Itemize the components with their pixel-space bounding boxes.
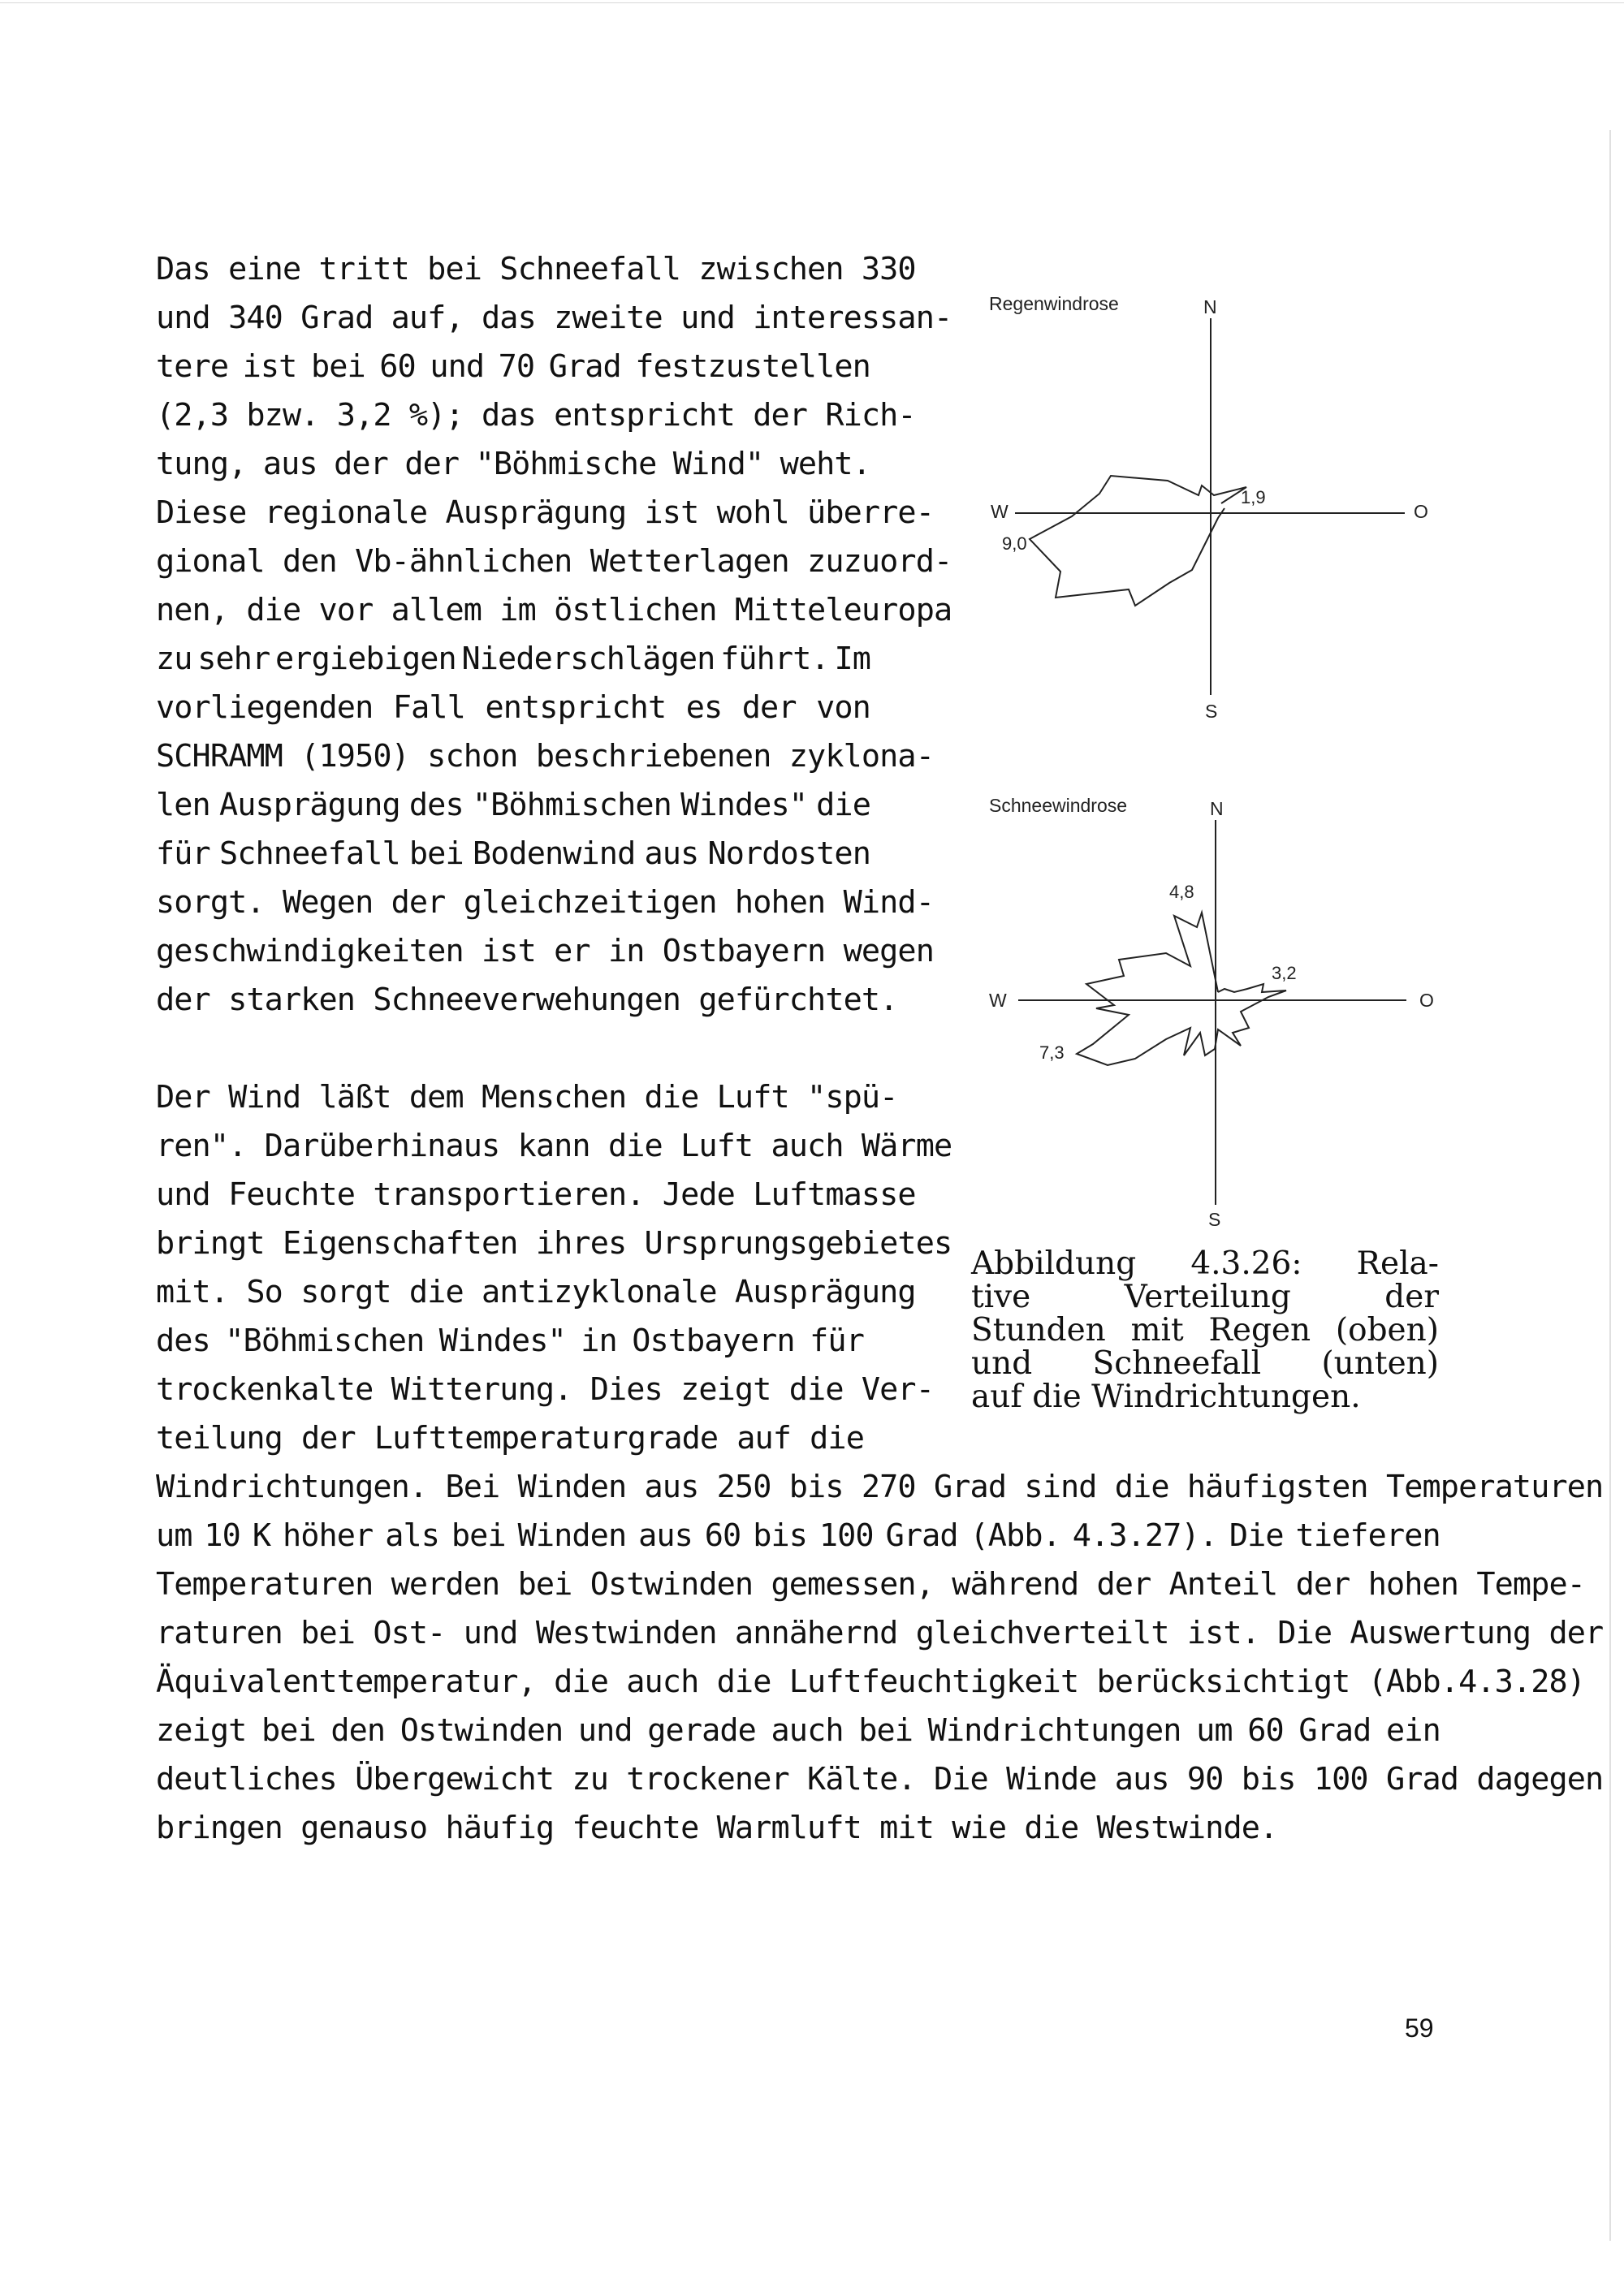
- word: zu: [156, 641, 192, 677]
- caption-line: [971, 1314, 1439, 1347]
- rain-rose-east-label: O: [1414, 501, 1428, 522]
- text-line: Windrichtungen. Bei Winden aus 250 bis 270 Grad sind die häufigsten Temperaturen: [156, 1469, 1604, 1505]
- rain-rose-south-label: S: [1205, 701, 1218, 722]
- word: Verteilung: [1124, 1279, 1291, 1315]
- word: der: [334, 446, 388, 482]
- word: 100: [818, 1517, 874, 1554]
- word: des: [408, 787, 464, 823]
- word: es: [685, 689, 723, 726]
- word: Winden: [517, 1517, 627, 1554]
- rain-wind-rose: [989, 293, 1428, 722]
- caption-line: [971, 1347, 1439, 1380]
- word: teilung: [156, 1420, 283, 1457]
- rain-rose-label-max: 9,0: [1002, 533, 1027, 554]
- word: Die: [1229, 1517, 1284, 1554]
- word: zeigt: [156, 1712, 247, 1749]
- word: Rela-: [1356, 1245, 1439, 1282]
- word: tieferen: [1295, 1517, 1440, 1554]
- text-line: und 340 Grad auf, das zweite und interessan-: [156, 300, 952, 336]
- word: "Böhmischen: [472, 787, 672, 823]
- word: weht.: [780, 446, 870, 482]
- caption-line: [971, 1247, 1439, 1280]
- text-line: Das eine tritt bei Schneefall zwischen 330: [156, 251, 916, 287]
- text-line: bringt Eigenschaften ihres Ursprungsgebietes: [156, 1225, 952, 1262]
- word: und: [430, 348, 485, 385]
- word: Regen: [1208, 1312, 1311, 1349]
- snow-rose-north-label: N: [1210, 798, 1224, 819]
- word: und: [577, 1712, 633, 1749]
- word: (unten): [1321, 1345, 1439, 1382]
- page-number: 59: [1405, 2013, 1434, 2043]
- snow-rose-title: Schneewindrose: [989, 795, 1128, 816]
- word: ist: [242, 348, 297, 385]
- word: Grad: [548, 348, 621, 385]
- rain-rose-north-label: N: [1203, 296, 1217, 317]
- text-line: gional den Vb-ähnlichen Wetterlagen zuzuord-: [156, 543, 952, 580]
- word: der: [404, 446, 460, 482]
- word: den: [330, 1712, 386, 1749]
- word: len: [156, 787, 210, 823]
- snow-rose-south-label: S: [1208, 1209, 1221, 1230]
- word: führt.: [720, 641, 829, 677]
- word: Ostbayern: [632, 1323, 795, 1359]
- text-line: geschwindigkeiten ist er in Ostbayern wegen: [156, 933, 934, 969]
- word: bei: [310, 348, 365, 385]
- word: für: [156, 835, 210, 872]
- text-line: trockenkalte Witterung. Dies zeigt die Ver-: [156, 1371, 934, 1408]
- word: Ausprägung: [218, 787, 400, 823]
- word: 70: [498, 348, 535, 385]
- word: ergiebigen: [275, 641, 456, 677]
- snow-rose-east-label: O: [1419, 990, 1434, 1011]
- word: auf: [736, 1420, 792, 1457]
- text-line: und Feuchte transportieren. Jede Luftmasse: [156, 1176, 916, 1213]
- text-line: deutliches Übergewicht zu trockener Kälte. Die Winde aus 90 bis 100 Grad dagegen: [156, 1761, 1604, 1798]
- word: als: [385, 1517, 440, 1554]
- snow-wind-rose: [989, 795, 1434, 1230]
- word: (oben): [1335, 1312, 1439, 1349]
- text-line: (2,3 bzw. 3,2 %); das entspricht der Rich-: [156, 397, 916, 434]
- word: sehr: [197, 641, 270, 677]
- word: bei: [261, 1712, 316, 1749]
- snow-rose-label-ne: 3,2: [1272, 963, 1297, 983]
- word: bis: [753, 1517, 808, 1554]
- word: Windes": [680, 787, 808, 823]
- word: auch: [771, 1712, 844, 1749]
- word: 4.3.26:: [1190, 1245, 1302, 1282]
- text-line: nen, die vor allem im östlichen Mitteleuropa: [156, 592, 952, 628]
- word: von: [816, 689, 870, 726]
- word: der: [741, 689, 797, 726]
- rain-rose-polygon: [1030, 476, 1246, 606]
- rain-rose-west-label: W: [991, 501, 1009, 522]
- word: tung,: [156, 446, 247, 482]
- word: Fall: [392, 689, 465, 726]
- text-line: Diese regionale Ausprägung ist wohl überre-: [156, 494, 934, 531]
- word: 60: [1247, 1712, 1284, 1749]
- text-line: [156, 1707, 1440, 1755]
- text-line: [156, 1414, 864, 1463]
- word: aus: [644, 835, 699, 872]
- word: und: [971, 1345, 1033, 1382]
- word: die: [810, 1420, 864, 1457]
- word: (Abb.: [970, 1517, 1060, 1554]
- word: Abbildung: [971, 1245, 1137, 1282]
- word: Nordosten: [707, 835, 870, 872]
- rain-rose-label-small: 1,9: [1241, 487, 1266, 507]
- word: tere: [156, 348, 229, 385]
- word: 4.3.27).: [1072, 1517, 1218, 1554]
- word: bei: [451, 1517, 506, 1554]
- word: höher: [282, 1517, 374, 1554]
- word: bei: [408, 835, 464, 872]
- word: entspricht: [485, 689, 667, 726]
- text-line: SCHRAMM (1950) schon beschriebenen zyklona-: [156, 738, 934, 775]
- word: um: [1196, 1712, 1233, 1749]
- word: Ostwinden: [400, 1712, 564, 1749]
- word: "Böhmische: [475, 446, 657, 482]
- word: der: [1384, 1279, 1439, 1315]
- snow-rose-polygon: [1077, 913, 1286, 1065]
- word: mit: [1130, 1312, 1184, 1349]
- figure-caption: [971, 1247, 1439, 1413]
- word: Lufttemperaturgrade: [374, 1420, 719, 1457]
- word: festzustellen: [635, 348, 870, 385]
- word: Grad: [885, 1517, 958, 1554]
- word: des: [156, 1323, 210, 1359]
- word: bei: [858, 1712, 914, 1749]
- text-line: sorgt. Wegen der gleichzeitigen hohen Wind-: [156, 884, 934, 921]
- word: aus: [262, 446, 317, 482]
- word: in: [581, 1323, 617, 1359]
- word: Grad: [1298, 1712, 1371, 1749]
- caption-line: auf die Windrichtungen.: [971, 1379, 1361, 1415]
- text-line: mit. So sorgt die antizyklonale Ausprägung: [156, 1274, 916, 1310]
- word: ein: [1386, 1712, 1440, 1749]
- word: Wind": [672, 446, 764, 482]
- word: tive: [971, 1279, 1031, 1315]
- text-line: Temperaturen werden bei Ostwinden gemessen, während der Anteil der hohen Tempe-: [156, 1566, 1586, 1603]
- text-line: bringen genauso häufig feuchte Warmluft mit wie die Westwinde.: [156, 1810, 1278, 1846]
- word: aus: [638, 1517, 693, 1554]
- word: um: [156, 1517, 192, 1554]
- word: Stunden: [971, 1312, 1106, 1349]
- text-line: ren". Darüberhinaus kann die Luft auch Wärme: [156, 1128, 952, 1164]
- word: gerade: [647, 1712, 756, 1749]
- text-line: der starken Schneeverwehungen gefürchtet.: [156, 982, 898, 1018]
- text-line: [156, 1317, 864, 1366]
- word: vorliegenden: [156, 689, 374, 726]
- word: Bodenwind: [472, 835, 636, 872]
- word: Windes": [438, 1323, 566, 1359]
- word: 60: [379, 348, 416, 385]
- snow-rose-west-label: W: [989, 990, 1007, 1011]
- text-line: Der Wind läßt dem Menschen die Luft "spü-: [156, 1079, 898, 1116]
- word: Im: [834, 641, 870, 677]
- word: 60: [704, 1517, 741, 1554]
- caption-line: [971, 1280, 1439, 1314]
- text-line: raturen bei Ost- und Westwinden annähernd gleichverteilt ist. Die Auswertung der: [156, 1615, 1604, 1651]
- word: die: [816, 787, 870, 823]
- word: "Böhmischen: [225, 1323, 425, 1359]
- snow-rose-label-north: 4,8: [1169, 882, 1194, 902]
- word: 10: [204, 1517, 240, 1554]
- word: der: [301, 1420, 356, 1457]
- rain-rose-title: Regenwindrose: [989, 293, 1119, 314]
- word: K: [252, 1517, 271, 1554]
- snow-rose-label-sw: 7,3: [1039, 1042, 1065, 1063]
- text-line: [156, 1512, 1440, 1560]
- word: für: [810, 1323, 864, 1359]
- text-line: Äquivalenttemperatur, die auch die Luftfeuchtigkeit berücksichtigt (Abb.4.3.28): [156, 1664, 1586, 1700]
- word: Windrichtungen: [927, 1712, 1181, 1749]
- word: Schneefall: [1092, 1345, 1262, 1382]
- word: Niederschlägen: [461, 641, 715, 677]
- word: Schneefall: [218, 835, 400, 872]
